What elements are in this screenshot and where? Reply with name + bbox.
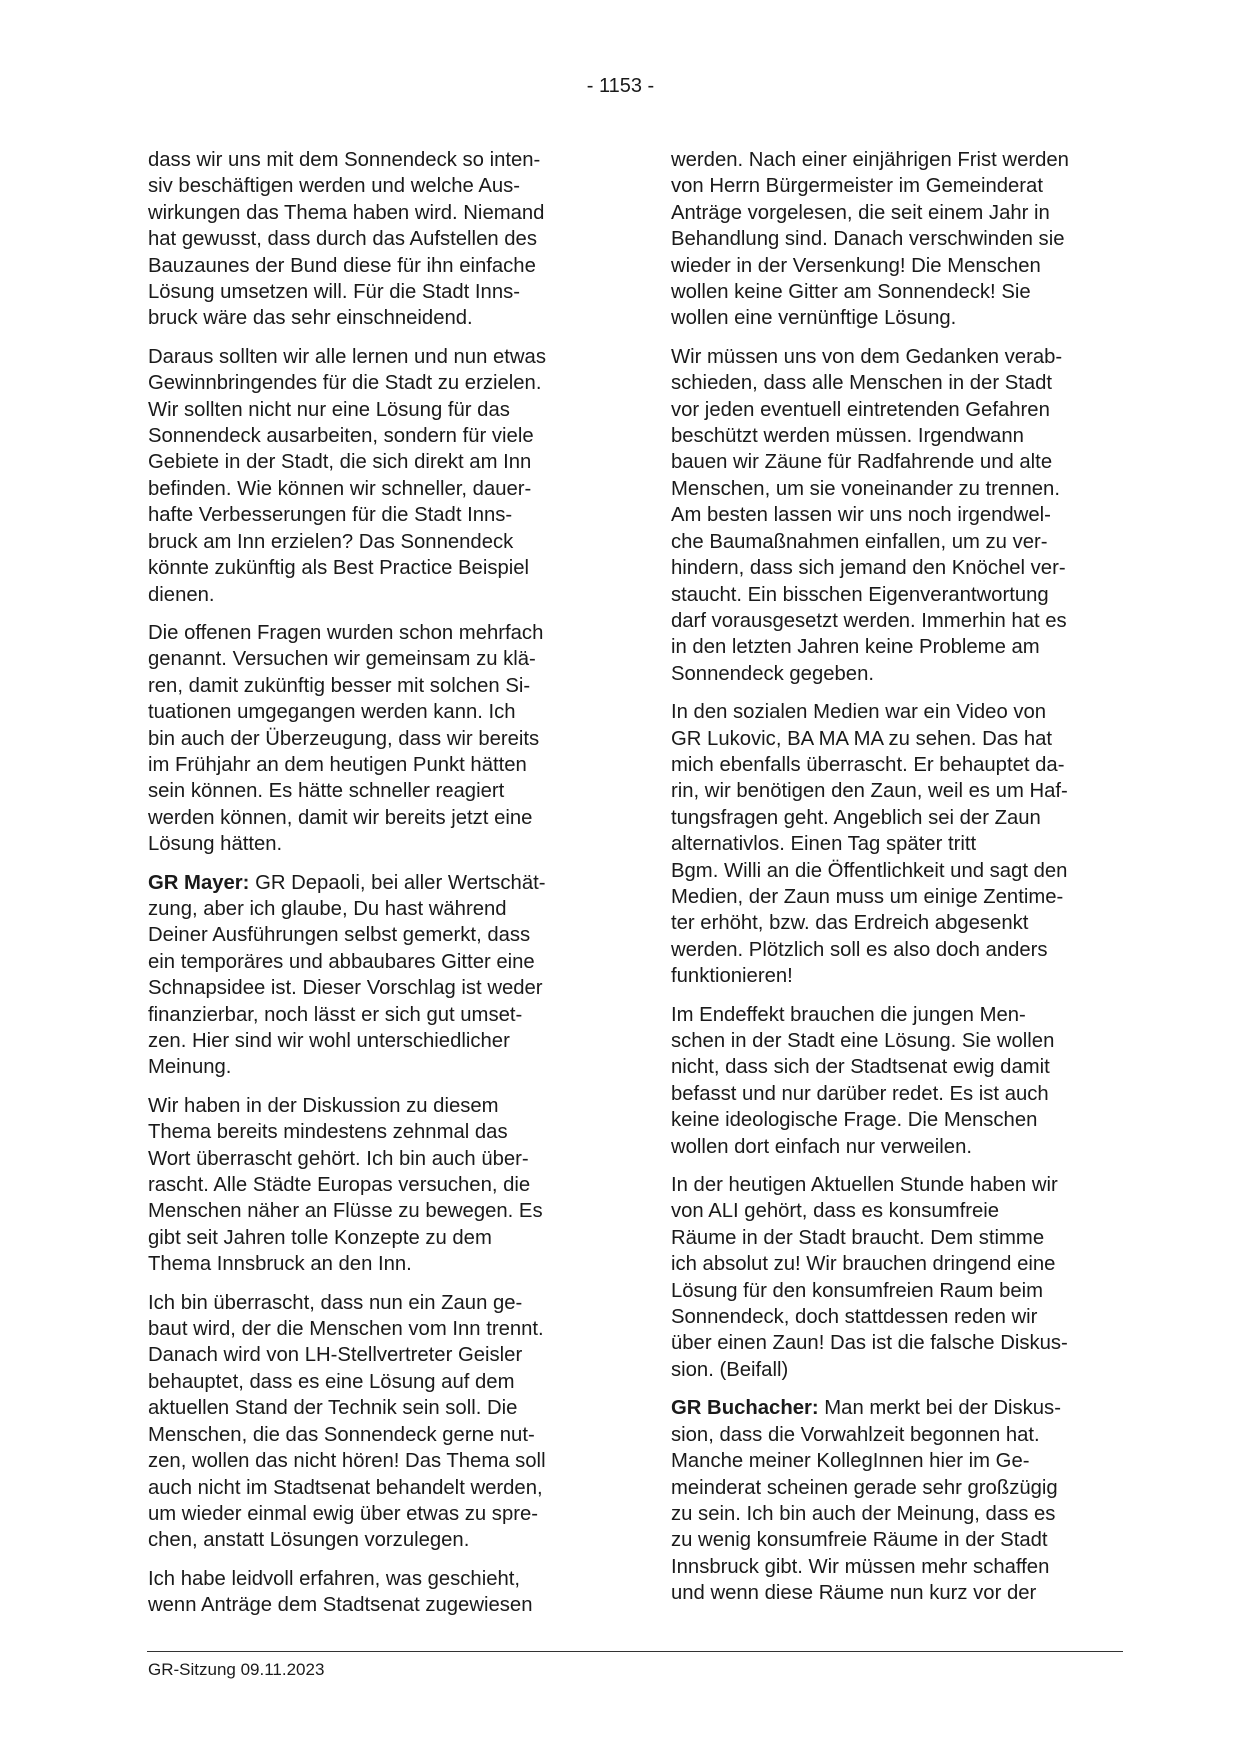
text-line: hafte Verbesserungen für die Stadt Inns- — [148, 504, 513, 527]
text-line: zu sein. Ich bin auch der Meinung, dass es — [671, 1502, 1056, 1525]
text-line: Gewinnbringendes für die Stadt zu erzielen. — [148, 372, 542, 395]
text-line: tuationen umgegangen werden kann. Ich — [148, 701, 516, 724]
text-line: Innsbruck gibt. Wir müssen mehr schaffen — [671, 1555, 1050, 1578]
text-line: Lösung umsetzen will. Für die Stadt Inns- — [148, 281, 521, 304]
footer-session-date: GR-Sitzung 09.11.2023 — [148, 1660, 325, 1679]
left-column — [148, 147, 608, 1631]
text-line: bin auch der Überzeugung, dass wir bereits — [148, 727, 540, 750]
text-line: Bgm. Willi an die Öffentlichkeit und sagt den — [671, 859, 1068, 882]
text-line: zen, wollen das nicht hören! Das Thema soll — [148, 1450, 546, 1473]
paragraph — [148, 620, 608, 858]
text-line: Die offenen Fragen wurden schon mehrfach — [148, 621, 544, 644]
speaker-paragraph — [671, 1395, 1131, 1606]
text-line — [148, 870, 608, 896]
text-line: bauen wir Zäune für Radfahrende und alte — [671, 451, 1053, 474]
text-line: mich ebenfalls überrascht. Er behauptet da- — [671, 753, 1065, 776]
text-line: hat gewusst, dass durch das Aufstellen des — [148, 228, 537, 251]
text-line: Wort überrascht gehört. Ich bin auch über- — [148, 1147, 529, 1170]
text-line: Wir müssen uns von dem Gedanken verab- — [671, 345, 1063, 368]
text-line — [671, 1395, 1131, 1421]
text-line: wollen keine Gitter am Sonnendeck! Sie — [671, 281, 1031, 304]
text-line: rascht. Alle Städte Europas versuchen, die — [148, 1174, 531, 1197]
text-line: ich absolut zu! Wir brauchen dringend eine — [671, 1253, 1056, 1276]
text-line: Anträge vorgelesen, die seit einem Jahr in — [671, 201, 1050, 224]
text-line: Lösung hätten. — [148, 833, 283, 856]
text-line: auch nicht im Stadtsenat behandelt werden, — [148, 1476, 543, 1499]
paragraph — [671, 1002, 1131, 1160]
text-line: wirkungen das Thema haben wird. Niemand — [148, 201, 545, 224]
text-line: baut wird, der die Menschen vom Inn trennt. — [148, 1318, 544, 1341]
paragraph — [671, 147, 1131, 332]
text-line: Menschen näher an Flüsse zu bewegen. Es — [148, 1200, 543, 1223]
text-line: Menschen, die das Sonnendeck gerne nut- — [148, 1423, 535, 1446]
text-line: im Frühjahr an dem heutigen Punkt hätten — [148, 753, 527, 776]
text-line: ren, damit zukünftig besser mit solchen Si- — [148, 674, 531, 697]
text-line: beschützt werden müssen. Irgendwann — [671, 425, 1024, 448]
text-line: um wieder einmal ewig über etwas zu spre- — [148, 1502, 539, 1525]
paragraph — [671, 1172, 1131, 1383]
text-line: Thema bereits mindestens zehnmal das — [148, 1121, 508, 1144]
right-column — [671, 147, 1131, 1619]
text-line: schen in der Stadt eine Lösung. Sie wollen — [671, 1030, 1055, 1052]
text-line: Im Endeffekt brauchen die jungen Men- — [671, 1003, 1026, 1026]
text-line: Danach wird von LH-Stellvertreter Geisler — [148, 1344, 523, 1367]
text-line: befasst und nur darüber redet. Es ist auch — [671, 1082, 1049, 1105]
text-line: In der heutigen Aktuellen Stunde haben wir — [671, 1174, 1058, 1197]
text-line: tungsfragen geht. Angeblich sei der Zaun — [671, 806, 1041, 829]
text-line: gibt seit Jahren tolle Konzepte zu dem — [148, 1226, 492, 1249]
paragraph — [148, 1093, 608, 1278]
text-line: funktionieren! — [671, 965, 793, 988]
text-line: rin, wir benötigen den Zaun, weil es um Haf- — [671, 780, 1068, 803]
text-line: Wir sollten nicht nur eine Lösung für das — [148, 398, 510, 421]
text-line: Deiner Ausführungen selbst gemerkt, dass — [148, 924, 531, 947]
text-line: Sonnendeck, doch stattdessen reden wir — [671, 1306, 1038, 1329]
text-line: zung, aber ich glaube, Du hast während — [148, 897, 507, 920]
text-line: GR Lukovic, BA MA MA zu sehen. Das hat — [671, 727, 1053, 750]
text-line: Sonnendeck ausarbeiten, sondern für viele — [148, 425, 534, 448]
text-line: staucht. Ein bisschen Eigenverantwortung — [671, 583, 1049, 606]
text-line: von Herrn Bürgermeister im Gemeinderat — [671, 175, 1043, 198]
text-line: Menschen, um sie voneinander zu trennen. — [671, 477, 1060, 500]
text-line: Medien, der Zaun muss um einige Zentime- — [671, 885, 1064, 908]
text-line: Am besten lassen wir uns noch irgendwel- — [671, 504, 1051, 527]
text-line: In den sozialen Medien war ein Video von — [671, 701, 1047, 724]
paragraph — [148, 147, 608, 332]
text-line: behauptet, dass es eine Lösung auf dem — [148, 1370, 515, 1393]
text-line: Ich habe leidvoll erfahren, was geschieht, — [148, 1567, 521, 1590]
text-line: Behandlung sind. Danach verschwinden sie — [671, 228, 1065, 251]
text-line: Daraus sollten wir alle lernen und nun etwas — [148, 345, 546, 368]
text-line: Schnapsidee ist. Dieser Vorschlag ist weder — [148, 977, 543, 1000]
text-line: wenn Anträge dem Stadtsenat zugewiesen — [148, 1594, 533, 1617]
text-line: dienen. — [148, 583, 215, 606]
text-line: Thema Innsbruck an den Inn. — [148, 1253, 412, 1276]
text-line: über einen Zaun! Das ist die falsche Diskus- — [671, 1332, 1068, 1355]
speaker-text: Man merkt bei der Diskus- — [818, 1397, 1061, 1420]
text-line: und wenn diese Räume nun kurz vor der — [671, 1582, 1037, 1605]
text-line: vor jeden eventuell eintretenden Gefahren — [671, 398, 1050, 421]
text-line: wollen eine vernünftige Lösung. — [671, 307, 957, 330]
page-number: - 1153 - — [586, 75, 655, 97]
text-line: keine ideologische Frage. Die Menschen — [671, 1109, 1038, 1132]
text-line: Ich bin überrascht, dass nun ein Zaun ge- — [148, 1291, 523, 1314]
text-line: bruck am Inn erzielen? Das Sonnendeck — [148, 530, 514, 553]
text-line: sion, dass die Vorwahlzeit begonnen hat. — [671, 1423, 1040, 1446]
paragraph — [148, 344, 608, 608]
text-line: wollen dort einfach nur verweilen. — [671, 1135, 973, 1158]
text-line: dass wir uns mit dem Sonnendeck so inten- — [148, 149, 541, 171]
paragraph — [671, 344, 1131, 687]
text-line: werden. Nach einer einjährigen Frist werden — [671, 149, 1069, 171]
text-line: zu wenig konsumfreie Räume in der Stadt — [671, 1529, 1048, 1552]
text-line: genannt. Versuchen wir gemeinsam zu klä- — [148, 648, 536, 671]
text-line: nicht, dass sich der Stadtsenat ewig damit — [671, 1056, 1050, 1079]
text-line: werden können, damit wir bereits jetzt eine — [148, 806, 533, 829]
text-line: darf vorausgesetzt werden. Immerhin hat es — [671, 609, 1067, 632]
text-line: Meinung. — [148, 1056, 232, 1079]
speaker-name: GR Buchacher: — [671, 1397, 819, 1420]
text-line: von ALI gehört, dass es konsumfreie — [671, 1200, 1000, 1223]
text-line: befinden. Wie können wir schneller, dauer- — [148, 477, 532, 500]
text-line: Räume in der Stadt braucht. Dem stimme — [671, 1226, 1045, 1249]
text-line: Lösung für den konsumfreien Raum beim — [671, 1279, 1044, 1302]
paragraph — [148, 1566, 608, 1619]
text-line: che Baumaßnahmen einfallen, um zu ver- — [671, 530, 1048, 553]
text-line: könnte zukünftig als Best Practice Beispiel — [148, 557, 530, 580]
text-line: ter erhöht, bzw. das Erdreich abgesenkt — [671, 912, 1029, 935]
text-line: wieder in der Versenkung! Die Menschen — [671, 254, 1041, 277]
text-line: Gebiete in der Stadt, die sich direkt am Inn — [148, 451, 532, 474]
text-line: finanzierbar, noch lässt er sich gut umset- — [148, 1003, 523, 1026]
text-line: sein können. Es hätte schneller reagiert — [148, 780, 505, 803]
text-line: Sonnendeck gegeben. — [671, 662, 874, 685]
text-line: aktuellen Stand der Technik sein soll. Die — [148, 1397, 518, 1420]
text-line: Manche meiner KollegInnen hier im Ge- — [671, 1450, 1030, 1473]
text-line: alternativlos. Einen Tag später tritt — [671, 833, 977, 856]
text-line: schieden, dass alle Menschen in der Stadt — [671, 372, 1053, 395]
footer-divider — [147, 1651, 1123, 1652]
text-line: hindern, dass sich jemand den Knöchel ver- — [671, 557, 1066, 580]
speaker-paragraph — [148, 870, 608, 1081]
speaker-name: GR Mayer: — [148, 871, 250, 894]
text-line: Wir haben in der Diskussion zu diesem — [148, 1094, 499, 1117]
paragraph — [671, 699, 1131, 989]
text-line: werden. Plötzlich soll es also doch anders — [671, 938, 1048, 961]
text-line: sion. (Beifall) — [671, 1358, 789, 1381]
text-line: Bauzaunes der Bund diese für ihn einfache — [148, 254, 536, 277]
text-line: chen, anstatt Lösungen vorzulegen. — [148, 1529, 470, 1552]
text-line: ein temporäres und abbaubares Gitter eine — [148, 950, 535, 973]
text-line: in den letzten Jahren keine Probleme am — [671, 636, 1040, 659]
text-line: meinderat scheinen gerade sehr großzügig — [671, 1476, 1058, 1499]
speaker-text: GR Depaoli, bei aller Wertschät- — [249, 871, 546, 894]
text-line: zen. Hier sind wir wohl unterschiedlicher — [148, 1030, 510, 1052]
paragraph — [148, 1290, 608, 1554]
text-line: bruck wäre das sehr einschneidend. — [148, 307, 473, 330]
text-line: siv beschäftigen werden und welche Aus- — [148, 175, 521, 198]
